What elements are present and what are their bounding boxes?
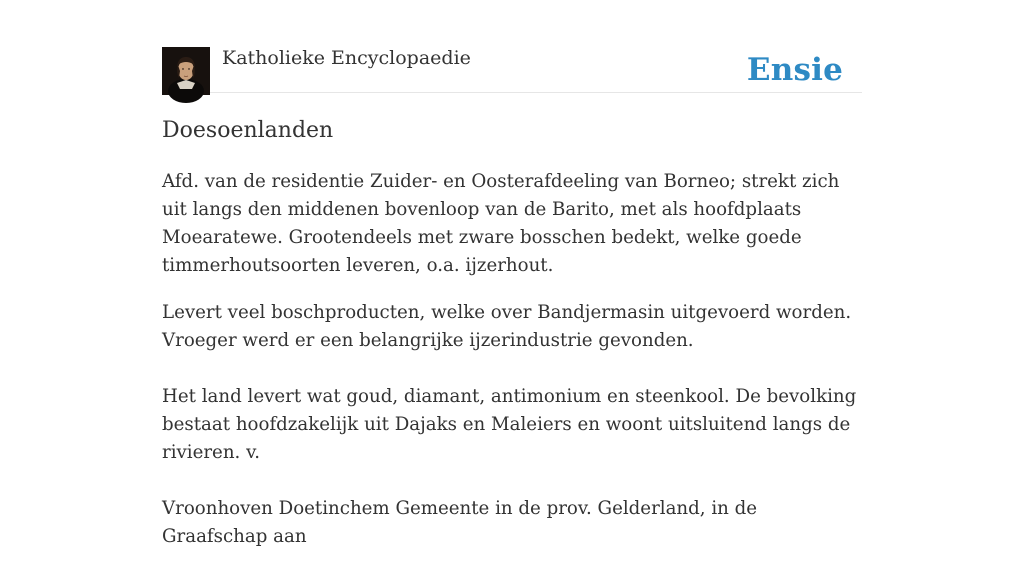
site-name[interactable]: Katholieke Encyclopaedie — [222, 47, 471, 69]
article-paragraph: Afd. van de residentie Zuider- en Oosterafdeeling van Borneo; strekt zich uit langs den middenen bovenloop van de Barito, met als hoofdplaats Moearatewe. Grootendeels met zware bosschen bedekt, welke goede timmerhoutsoorten leveren, o.a. ijzerhout. — [162, 171, 840, 276]
page — [162, 0, 862, 547]
article-body — [162, 168, 862, 570]
portrait-avatar-icon[interactable] — [162, 47, 210, 95]
brand-logo[interactable]: Ensie — [746, 52, 843, 88]
article-paragraph: Levert veel boschproducten, welke over Bandjermasin uitgevoerd worden. Vroeger werd er een belangrijke ijzerindustrie gevonden. Het land levert wat goud, diamant, antimonium en steenkool. De bevolking bestaat hoofdzakelijk uit Dajaks en Maleiers en woont uitsluitend langs de rivieren. v. Vroonhoven Doetinchem Gemeente in de prov. Gelderland, in de Graafschap aan — [162, 302, 857, 547]
site-header — [162, 0, 862, 93]
article-title: Doesoenlanden — [162, 118, 334, 143]
